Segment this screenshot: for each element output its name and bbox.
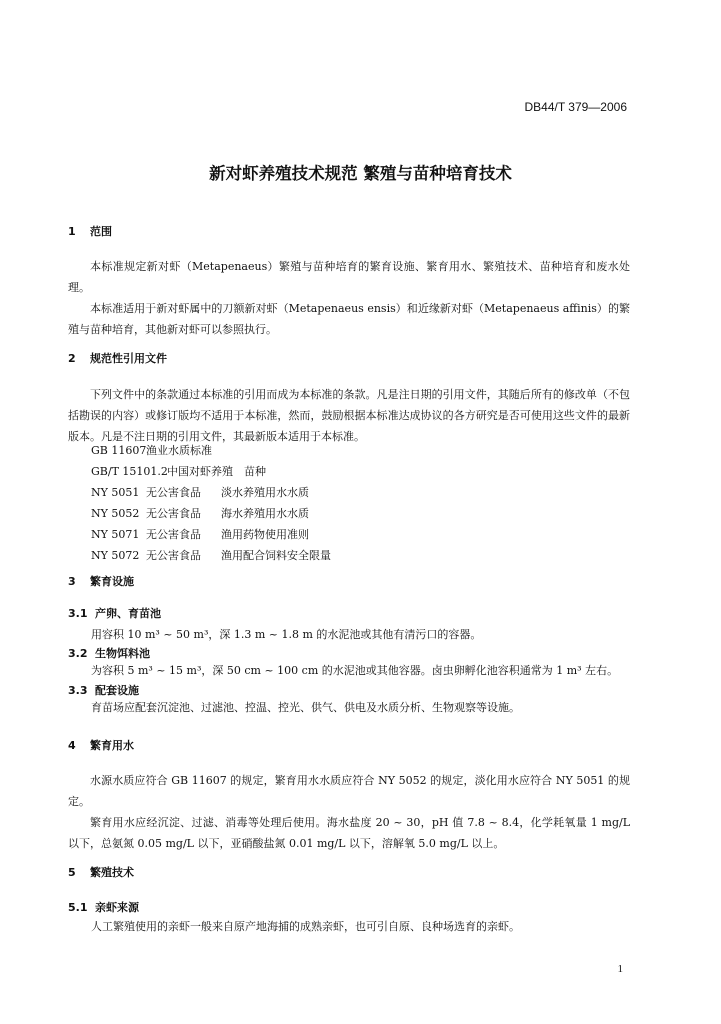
paragraph: 本标准适用于新对虾属中的刀额新对虾（Metapenaeus ensis）和近缘新对虾（Metapenaeus affinis）的繁殖与苗种培育，其他新对虾可以参照执行。 <box>68 302 630 336</box>
reference-item <box>91 463 266 484</box>
document-title: 新对虾养殖技术规范 繁殖与苗种培育技术 <box>209 164 512 183</box>
subsection-title: 亲虾来源 <box>95 901 139 914</box>
section-number: 5 <box>68 866 76 879</box>
subsection-3-3-text: 育苗场应配套沉淀池、过滤池、控温、控光、供气、供电及水质分析、生物观察等设施。 <box>91 701 520 714</box>
subsection-number: 3.2 <box>68 647 88 660</box>
section-title: 繁育设施 <box>90 575 134 588</box>
section-2-heading <box>68 350 167 366</box>
section-title: 繁殖技术 <box>90 866 134 879</box>
reference-code: NY 5072 <box>91 549 140 562</box>
subsection-3-2-heading <box>68 645 150 661</box>
paragraph: 本标准规定新对虾（Metapenaeus）繁殖与苗种培育的繁育设施、繁育用水、繁殖技术、苗种培育和废水处理。 <box>68 260 630 294</box>
subsection-number: 3.3 <box>68 684 88 697</box>
section-number: 2 <box>68 352 76 365</box>
reference-code: NY 5052 <box>91 507 140 520</box>
paragraph: 水源水质应符合 GB 11607 的规定，繁育用水水质应符合 NY 5052 的规定，淡化用水应符合 NY 5051 的规定。 <box>68 774 630 808</box>
subsection-title: 配套设施 <box>95 684 139 697</box>
reference-code: GB 11607 <box>91 444 147 457</box>
reference-category: 无公害食品 <box>146 507 201 520</box>
subsection-3-1-text: 用容积 10 m³ ~ 50 m³，深 1.3 m ~ 1.8 m 的水泥池或其他有清污口的容器。 <box>91 628 482 641</box>
section-3-heading <box>68 573 134 589</box>
reference-title: 中国对虾养殖 苗种 <box>167 465 266 478</box>
reference-code: GB/T 15101.2 <box>91 465 168 478</box>
section-1-heading <box>68 223 112 239</box>
subsection-5-1-heading <box>68 899 139 915</box>
section-number: 4 <box>68 739 76 752</box>
reference-category: 无公害食品 <box>146 528 201 541</box>
section-title: 繁育用水 <box>90 739 134 752</box>
reference-category: 无公害食品 <box>146 549 201 562</box>
subsection-title: 产卵、育苗池 <box>95 607 161 620</box>
subsection-title: 生物饵料池 <box>95 647 150 660</box>
subsection-3-3-heading <box>68 682 139 698</box>
section-1-body <box>68 256 630 340</box>
reference-title: 海水养殖用水水质 <box>221 507 309 520</box>
reference-title: 淡水养殖用水水质 <box>221 486 309 499</box>
paragraph: 繁育用水应经沉淀、过滤、消毒等处理后使用。海水盐度 20 ~ 30，pH 值 7.8 ~ 8.4，化学耗氧量 1 mg/L 以下，总氨氮 0.05 mg/L 以下，亚硝酸盐氮 0.01 mg/L 以下，溶解氧 5.0 mg/L 以上。 <box>68 816 630 850</box>
subsection-5-1-text: 人工繁殖使用的亲虾一般来自原产地海捕的成熟亲虾，也可引自原、良种场选育的亲虾。 <box>91 920 520 933</box>
section-number: 1 <box>68 225 76 238</box>
reference-item <box>91 526 309 547</box>
reference-item <box>91 442 212 463</box>
reference-code: NY 5071 <box>91 528 140 541</box>
reference-item <box>91 547 331 568</box>
subsection-number: 5.1 <box>68 901 88 914</box>
section-number: 3 <box>68 575 76 588</box>
section-4-body <box>68 770 630 854</box>
subsection-number: 3.1 <box>68 607 88 620</box>
section-4-heading <box>68 737 134 753</box>
reference-code: NY 5051 <box>91 486 140 499</box>
reference-category: 无公害食品 <box>146 486 201 499</box>
reference-title: 渔用药物使用准则 <box>221 528 309 541</box>
reference-title: 渔业水质标准 <box>146 444 212 457</box>
standard-code: DB44/T 379—2006 <box>524 100 627 114</box>
subsection-3-1-heading <box>68 605 161 621</box>
section-2-body <box>68 384 630 447</box>
section-5-heading <box>68 864 134 880</box>
section-title: 范围 <box>90 225 112 238</box>
section-title: 规范性引用文件 <box>90 352 167 365</box>
page-number: 1 <box>617 963 623 975</box>
subsection-3-2-text: 为容积 5 m³ ~ 15 m³，深 50 cm ~ 100 cm 的水泥池或其他容器。卤虫卵孵化池容积通常为 1 m³ 左右。 <box>91 664 619 677</box>
reference-title: 渔用配合饲料安全限量 <box>221 549 331 562</box>
reference-item <box>91 505 309 526</box>
paragraph: 下列文件中的条款通过本标准的引用而成为本标准的条款。凡是注日期的引用文件，其随后所有的修改单（不包括勘误的内容）或修订版均不适用于本标准，然而，鼓励根据本标准达成协议的各方研究是否可使用这些文件的最新版本。凡是不注日期的引用文件，其最新版本适用于本标准。 <box>68 388 630 443</box>
reference-item <box>91 484 309 505</box>
